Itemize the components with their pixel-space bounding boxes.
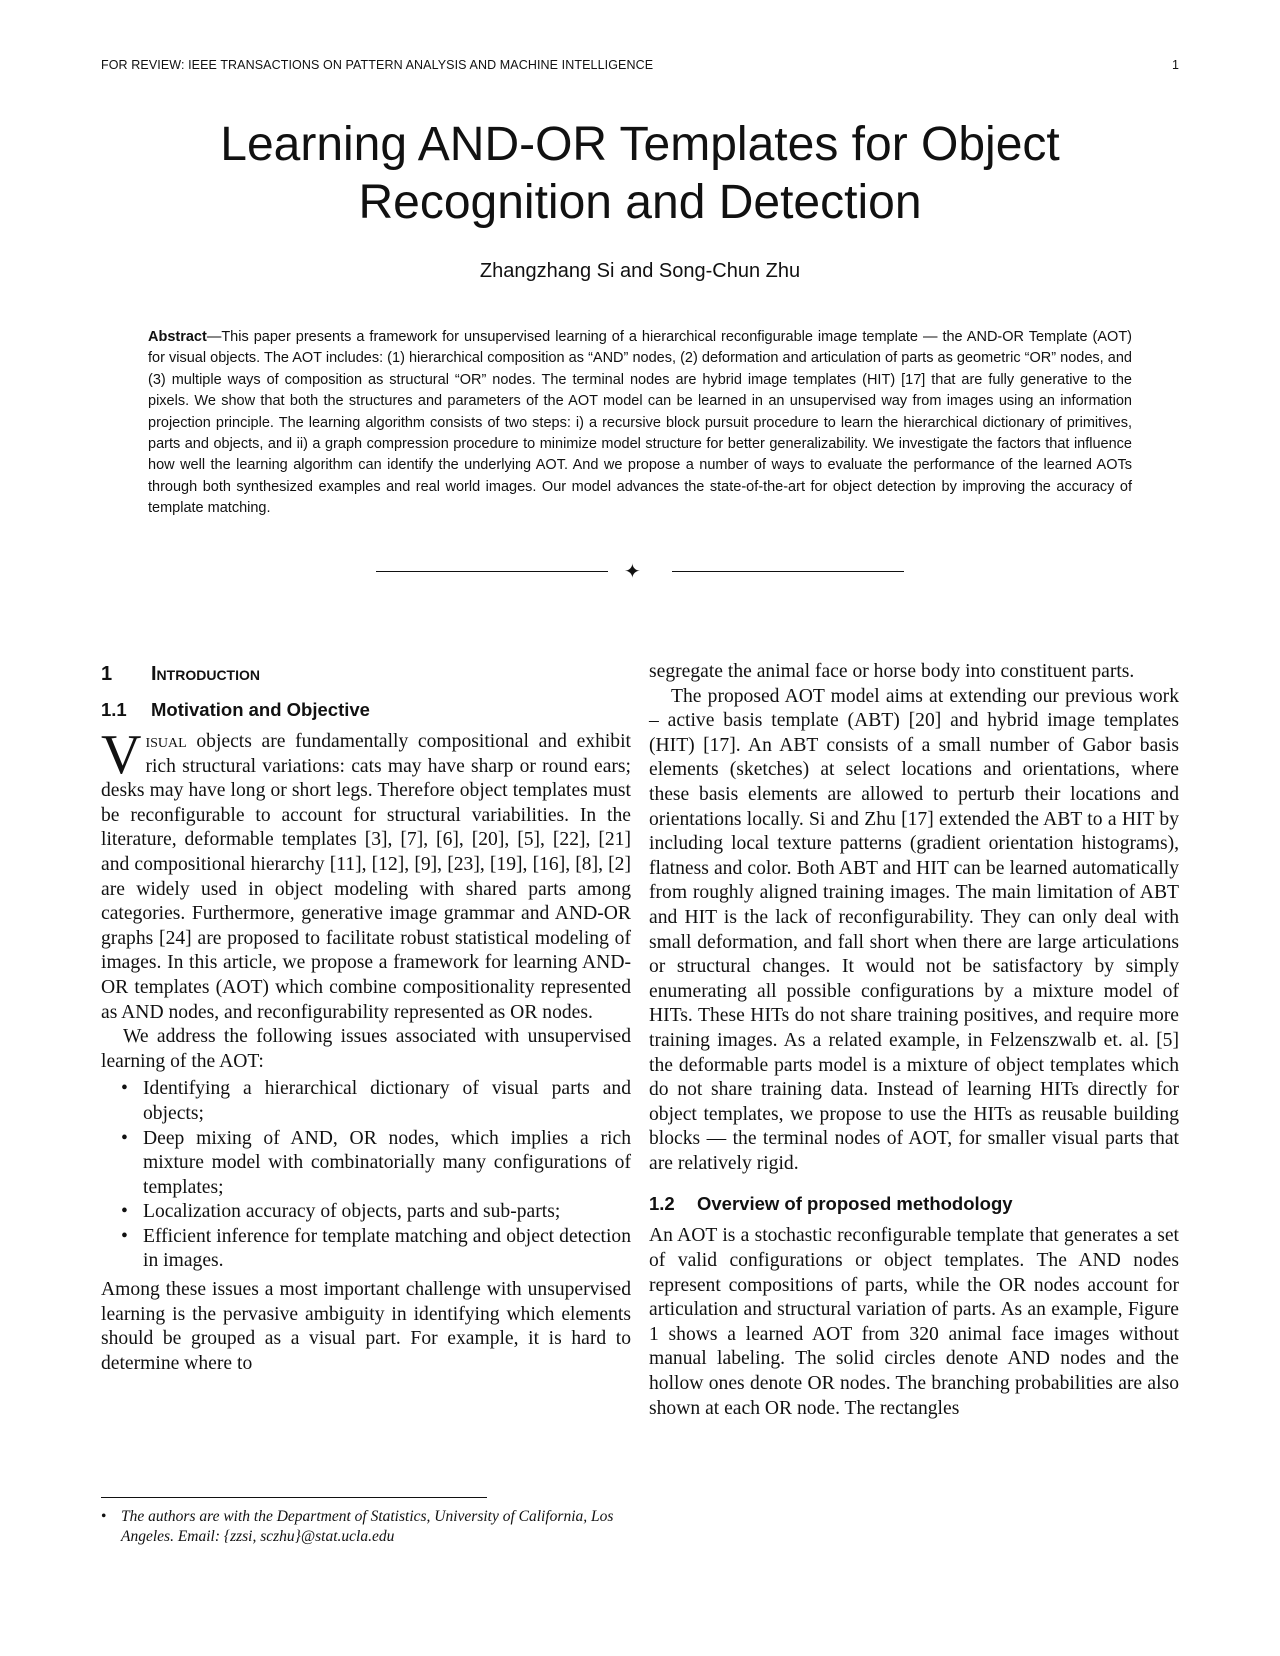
section-number: 1 (101, 663, 113, 685)
abstract (148, 327, 1132, 520)
subsection-heading-motivation (101, 696, 631, 724)
bullet-icon: • (121, 1225, 128, 1247)
list-item: • Localization accuracy of objects, parts and sub-parts; (101, 1200, 631, 1225)
separator-line-right (672, 571, 904, 572)
subsection-number: 1.1 (101, 699, 127, 720)
bullet-icon: • (121, 1201, 128, 1223)
list-item: • Identifying a hierarchical dictionary of visual parts and objects; (121, 1078, 631, 1124)
bullet-icon: • (121, 1127, 128, 1149)
footnote-text: The authors are with the Department of Statistics, University of California, Los Angeles. Email: {zzsi, sczhu}@stat.ucla.edu (121, 1508, 614, 1545)
separator-diamond-icon: ✦ (624, 561, 641, 583)
issues-list (101, 1077, 631, 1274)
list-item: • Deep mixing of AND, OR nodes, which implies a rich mixture model with combinatorially many configurations of templates; (121, 1127, 631, 1198)
abstract-text: —This paper presents a framework for unsupervised learning of a hierarchical reconfigurable image template — the AND-OR Template (AOT) for visual objects. The AOT includes: (1) hierarchical composition as “AND” nodes, (2) deformation and articulation of parts as geometric “OR” nodes, and (3) multiple ways of composition as structural “OR” nodes. The terminal nodes are hybrid image templates (HIT) [17] that are fully generative to the pixels. We show that both the structures and parameters of the AOT model can be learned in an unsupervised way from images using an information projection principle. The learning algorithm consists of two steps: i) a recursive block pursuit procedure to learn the hierarchical dictionary of primitives, parts and objects, and ii) a graph compression procedure to minimize model structure for better generalizability. We investigate the factors that influence how well the learning algorithm can identify the underlying AOT. And we propose a number of ways to evaluate the performance of the learned AOTs through both synthesized examples and real world images. Our model advances the state-of-the-art for object detection by improving the accuracy of template matching. (148, 329, 1132, 517)
paper-title: Learning AND-OR Templates for Object Recognition and Detection (220, 118, 1060, 229)
paper-authors: Zhangzhang Si and Song-Chun Zhu (479, 260, 801, 282)
subsection-title: Overview of proposed methodology (697, 1193, 1013, 1215)
page-number: 1 (1171, 58, 1179, 72)
subsection-heading-overview (649, 1190, 1179, 1218)
right-paragraph-3: An AOT is a stochastic reconfigurable template that generates a set of valid configurations or object templates. The AND nodes represent compositions of parts, while the OR nodes account for articulation and structural variation of parts. As an example, Figure 1 shows a learned AOT from 320 animal face images without manual labeling. The solid circles denote AND nodes and the hollow ones denote OR nodes. The branching probabilities are also shown at each OR node. The rectangles (649, 1225, 1179, 1419)
section-separator (376, 562, 904, 582)
separator-line-left (376, 571, 608, 572)
list-item: • Efficient inference for template matching and object detection in images. (121, 1225, 631, 1272)
left-column (101, 660, 631, 1376)
section-title: Introduction (151, 663, 260, 685)
right-column (649, 660, 1179, 1421)
abstract-label: Abstract (148, 329, 207, 345)
intro-paragraph-1: V isual objects are fundamentally compositional and exhibit rich structural variations: cats may have sharp or round ears; desks may have long or short legs. Therefore object templates must be reconfigurable to account for structural variabilities. In the literature, deformable templates [3], [7], [6], [20], [5], [22], [21] and compositional hierarchy [11], [12], [9], [23], [19], [16], [8], [2] are widely used in object modeling with shared parts among categories. Furthermore, generative image grammar and AND-OR graphs [24] are proposed to facilitate robust statistical modeling of images. In this article, we propose a framework for learning AND-OR templates (AOT) which combine compositionality represented as AND nodes, and reconfigurability represented as OR nodes. (101, 724, 631, 1023)
subsection-number: 1.2 (649, 1193, 675, 1215)
journal-name: FOR REVIEW: IEEE TRANSACTIONS ON PATTERN ANALYSIS AND MACHINE INTELLIGENCE (101, 58, 654, 72)
right-paragraph-2: The proposed AOT model aims at extending our previous work – active basis template (ABT) [20] and hybrid image templates (HIT) [17]. An ABT consists of a small number of Gabor basis elements (sketches) at select locations and orientations, where these basis elements are allowed to perturb their locations and orientations locally. Si and Zhu [17] extended the ABT to a HIT by including local texture patterns (gradient orientation histograms), flatness and color. Both ABT and HIT can be learned automatically from roughly aligned training images. The main limitation of ABT and HIT is the lack of reconfigurability. They can only deal with small deformation, and fall short when there are large articulations or structural changes. It would not be satisfactory by simply enumerating all possible configurations by a mixture model of HITs. These HITs do not share training positives, and require more training images. As a related example, in Felzenszwalb et. al. [5] the deformable parts model is a mixture of object templates which do not share training data. Instead of learning HITs directly for object templates, we propose to use the HITs as reusable building blocks — the terminal nodes of AOT, for smaller visual parts that are relatively rigid. (649, 685, 1179, 1174)
right-paragraph-1: segregate the animal face or horse body into constituent parts. (649, 661, 1135, 682)
bullet-icon: • (121, 1078, 128, 1100)
running-header (101, 58, 1179, 72)
section-heading-introduction (101, 660, 631, 688)
intro-paragraph-2: We address the following issues associated with unsupervised learning of the AOT: (101, 1026, 631, 1072)
dropcap-word-rest: isual (145, 731, 187, 752)
footnote (101, 1507, 631, 1547)
footnote-bullet-icon: • (101, 1508, 107, 1525)
intro-paragraph-1-text: objects are fundamentally compositional and exhibit rich structural variations: cats may have sharp or round ears; desks may have long or short legs. Therefore object templates must be reconfigurable to account for structural variabilities. In the literature, deformable templates [3], [7], [6], [20], [5], [22], [21] and compositional hierarchy [11], [12], [9], [23], [19], [16], [8], [2] are widely used in object modeling with shared parts among categories. Furthermore, generative image grammar and AND-OR graphs [24] are proposed to facilitate robust statistical modeling of images. In this article, we propose a framework for learning AND-OR templates (AOT) which combine compositionality represented as AND nodes, and reconfigurability represented as OR nodes. (101, 731, 631, 1023)
subsection-title: Motivation and Objective (151, 699, 370, 720)
intro-paragraph-3: Among these issues a most important challenge with unsupervised learning is the pervasive ambiguity in identifying which elements should be grouped as a visual part. For example, it is hard to determine where to (101, 1279, 631, 1374)
footnote-rule (101, 1497, 487, 1498)
